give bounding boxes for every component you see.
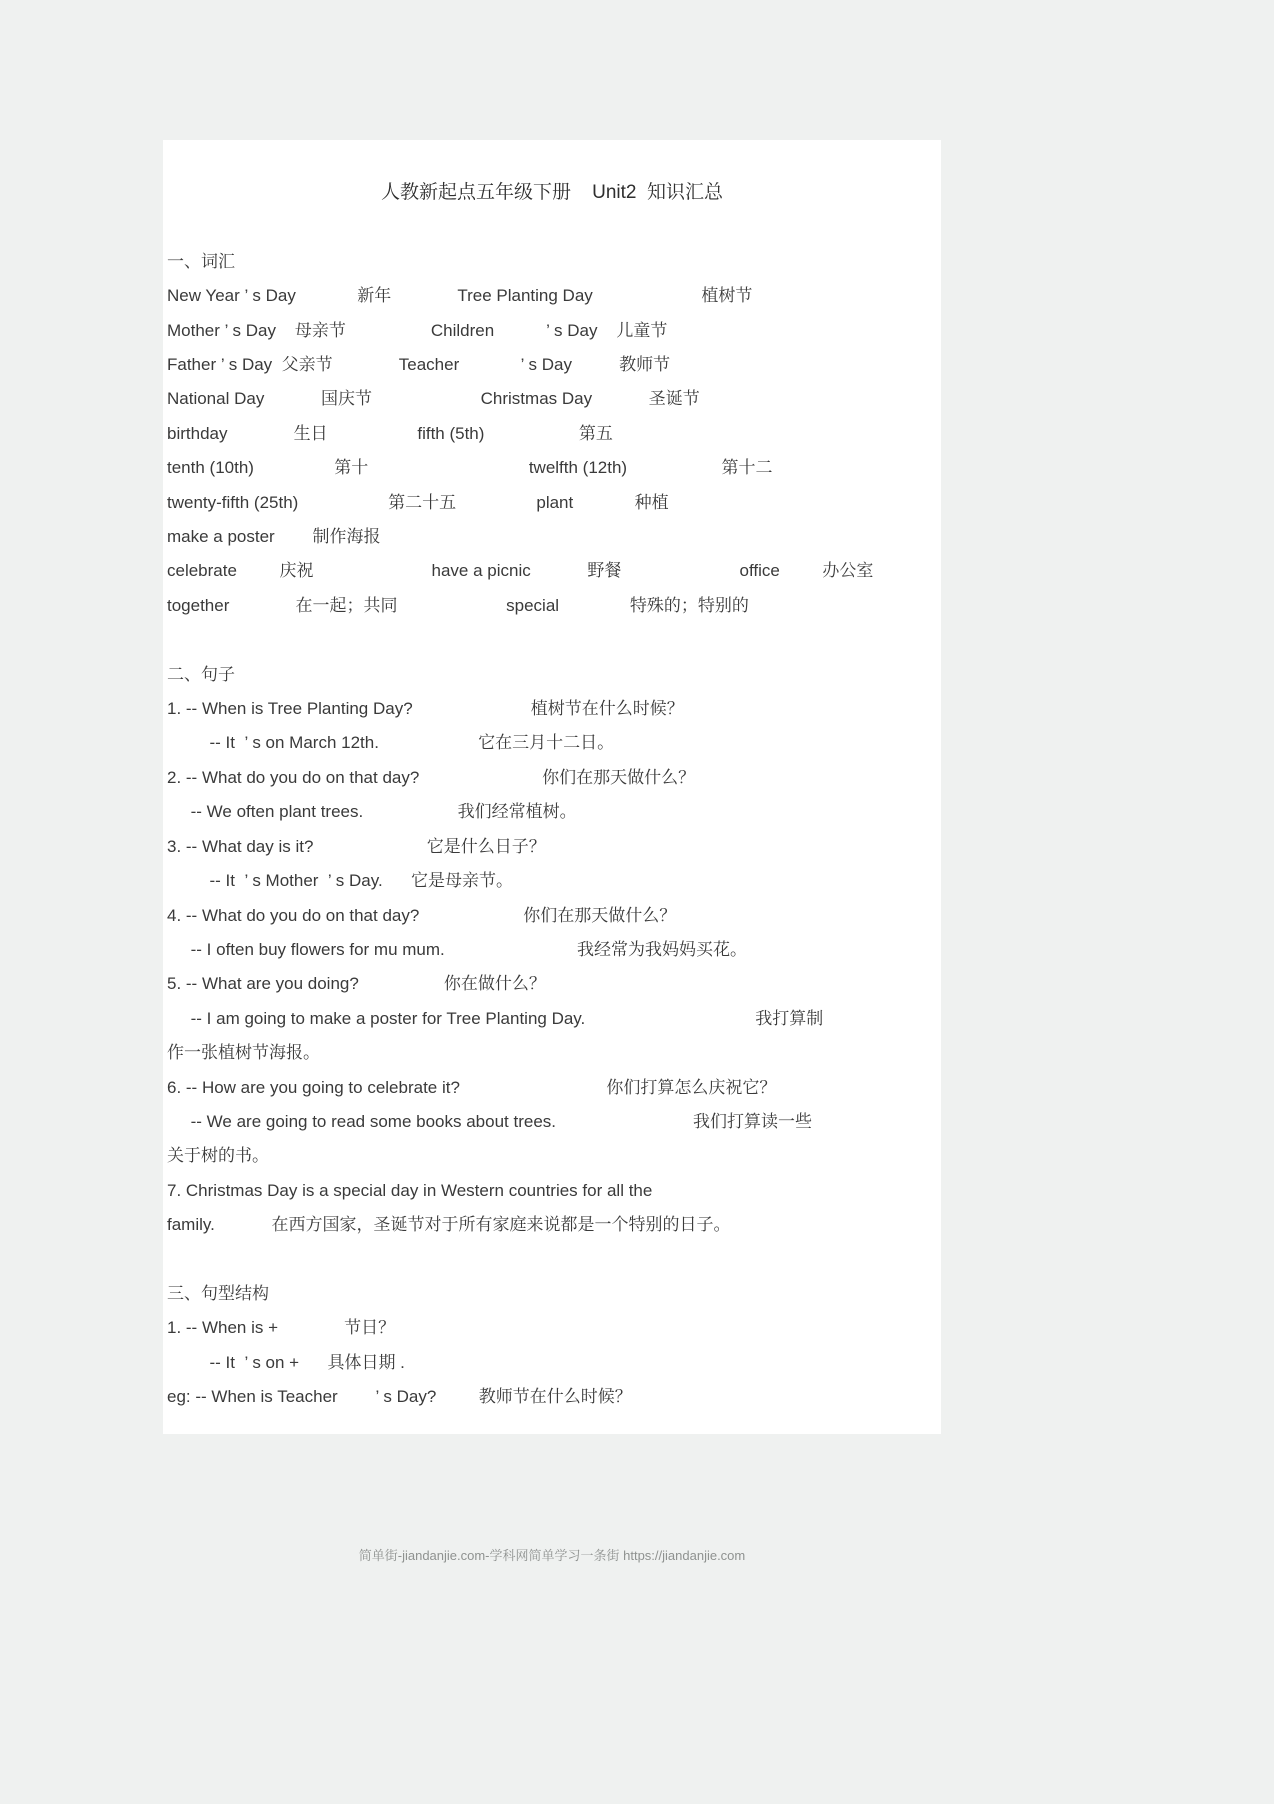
sentence-line: -- I am going to make a poster for Tree Planting Day. 我打算制 [167,1008,824,1028]
document-page [163,140,941,1434]
vocab-line: make a poster 制作海报 [167,527,381,547]
page-footer: 简单街-jiandanjie.com-学科网简单学习一条街 https://jiandanjie.com [358,1548,746,1563]
vocab-line: New Year ’ s Day 新年 Tree Planting Day 植树节 [167,286,753,306]
sentence-line: 7. Christmas Day is a special day in Western countries for all the [167,1180,653,1200]
section-vocabulary [167,245,937,623]
vocab-line: National Day 国庆节 Christmas Day 圣诞节 [167,389,700,409]
vocab-line: birthday 生日 fifth (5th) 第五 [167,423,613,443]
sentence-line: 2. -- What do you do on that day? 你们在那天做什么？ [167,767,696,787]
sentence-line: 3. -- What day is it? 它是什么日子？ [167,836,546,856]
vocab-line: Mother ’ s Day 母亲节 Children ’ s Day 儿童节 [167,320,668,340]
sentence-line: -- It ’ s on March 12th. 它在三月十二日。 [167,733,615,753]
pattern-line: 1. -- When is + 节日？ [167,1318,396,1338]
sentence-line: 6. -- How are you going to celebrate it? 你们打算怎么庆祝它？ [167,1077,777,1097]
sentence-line: -- We are going to read some books about trees. 我们打算读一些 [167,1111,812,1131]
section-heading-sentences: 二、句子 [167,664,235,684]
section-heading-patterns: 三、句型结构 [167,1283,269,1303]
vocab-line: Father ’ s Day 父亲节 Teacher ’ s Day 教师节 [167,355,671,375]
sentence-line: 5. -- What are you doing? 你在做什么？ [167,974,546,994]
vocab-line: twenty-fifth (25th) 第二十五 plant 种植 [167,492,669,512]
vocab-line: tenth (10th) 第十 twelfth (12th) 第十二 [167,458,773,478]
pattern-line: -- It ’ s on + 具体日期 . [167,1352,405,1372]
vocab-line: together 在一起；共同 special 特殊的；特别的 [167,595,749,615]
sentence-line: 关于树的书。 [167,1146,269,1166]
sentence-line: 4. -- What do you do on that day? 你们在那天做什么？ [167,905,677,925]
sentence-line: 1. -- When is Tree Planting Day? 植树节在什么时候？ [167,699,684,719]
section-patterns [167,1277,937,1415]
sentence-line: -- I often buy flowers for mu mum. 我经常为我妈妈买花。 [167,939,748,959]
section-heading-vocab: 一、词汇 [167,251,235,271]
section-sentences [167,658,937,1243]
sentence-line: -- We often plant trees. 我们经常植树。 [167,802,577,822]
pattern-line: eg: -- When is Teacher ’ s Day? 教师节在什么时候？ [167,1387,632,1407]
sentence-line: -- It ’ s Mother ’ s Day. 它是母亲节。 [167,871,514,891]
sentence-line: 作一张植树节海报。 [167,1043,320,1063]
sentence-line: family. 在西方国家，圣诞节对于所有家庭来说都是一个特别的日子。 [167,1215,731,1235]
vocab-line: celebrate 庆祝 have a picnic 野餐 office 办公室 [167,561,874,581]
page-title: 人教新起点五年级下册 Unit2 知识汇总 [380,182,724,203]
